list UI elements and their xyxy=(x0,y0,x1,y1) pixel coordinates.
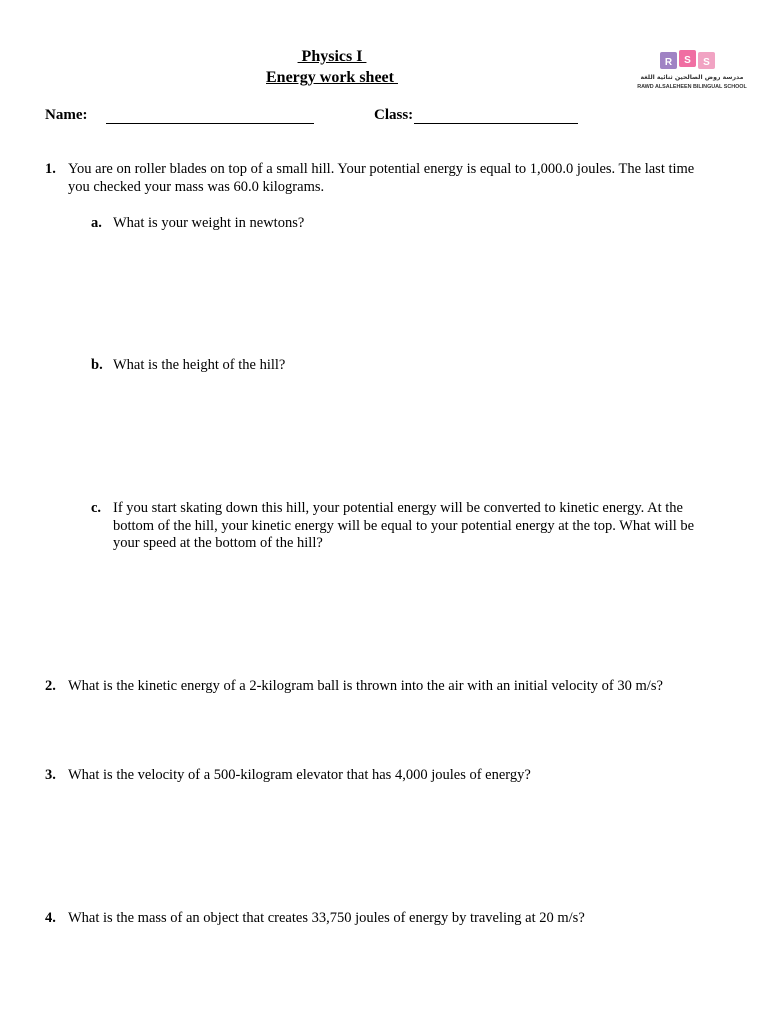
question-1b-letter: b. xyxy=(91,357,103,373)
class-label: Class: xyxy=(374,107,414,123)
question-3-number: 3. xyxy=(45,767,56,783)
question-1b-text: What is the height of the hill? xyxy=(113,357,286,373)
question-1-number: 1. xyxy=(45,161,56,177)
logo-blocks xyxy=(660,50,715,69)
question-1-line-2: you checked your mass was 60.0 kilograms. xyxy=(68,178,325,195)
class-blank-line xyxy=(414,123,578,124)
logo-letter-s1: S xyxy=(684,55,691,66)
question-1a-letter: a. xyxy=(91,215,102,231)
question-1c-line-2: bottom of the hill, your kinetic energy will be equal to your potential energy at the top. What will be xyxy=(113,517,695,534)
question-2-text: What is the kinetic energy of a 2-kilogram ball is thrown into the air with an initial velocity of 30 m/s? xyxy=(68,678,663,694)
logo-letter-r: R xyxy=(664,57,673,68)
logo-arabic-text: مدرسة روض الصالحين ثنائية اللغة xyxy=(640,74,744,81)
question-2-number: 2. xyxy=(45,678,56,694)
question-4-number: 4. xyxy=(45,910,56,926)
question-1c-line-3: your speed at the bottom of the hill? xyxy=(113,535,323,551)
worksheet-subtitle: Energy work sheet xyxy=(266,69,398,86)
question-4-text: What is the mass of an object that creates 33,750 joules of energy by traveling at 20 m/s? xyxy=(68,910,585,926)
question-3-text: What is the velocity of a 500-kilogram elevator that has 4,000 joules of energy? xyxy=(68,767,531,783)
logo-letter-s2: S xyxy=(703,57,710,68)
worksheet-title: Physics I xyxy=(297,48,367,65)
question-1a-text: What is your weight in newtons? xyxy=(113,215,305,231)
question-1-line-1: You are on roller blades on top of a small hill. Your potential energy is equal to 1,000.0 joules. The last time xyxy=(68,161,695,177)
question-1c-letter: c. xyxy=(91,500,102,516)
question-1c-line-1: If you start skating down this hill, your potential energy will be converted to kinetic energy. At the xyxy=(113,500,683,516)
logo-english-text: RAWD ALSALEHEEN BILINGUAL SCHOOL xyxy=(637,84,747,90)
name-label: Name: xyxy=(45,107,88,123)
school-logo xyxy=(636,48,748,94)
name-blank-line xyxy=(106,123,314,124)
